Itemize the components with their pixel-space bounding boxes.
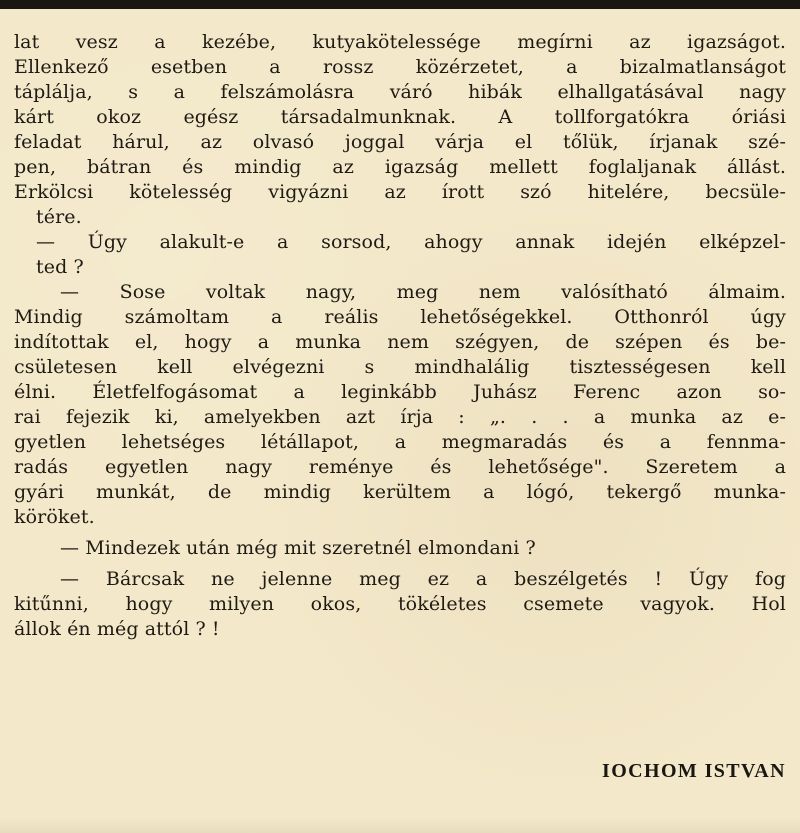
answer-line: kitűnni, hogy milyen okos, tökéletes csemete vagyok. Hol [14, 593, 786, 615]
article-line: pen, bátran és mindig az igazság mellett foglaljanak állást. [14, 156, 786, 178]
article-line: táplálja, s a felszámolásra váró hibák elhallgatásával nagy [14, 81, 786, 103]
article-line: feladat hárul, az olvasó joggal várja el tőlük, írjanak szé- [14, 131, 786, 153]
top-black-rule [0, 0, 800, 9]
answer-line: rai fejezik ki, amelyekben azt írja : „. . . a munka az e- [14, 406, 786, 428]
article-line: lat vesz a kezébe, kutyakötelessége megírni az igazságot. [14, 31, 786, 53]
answer-line: állok én még attól ? ! [14, 618, 220, 640]
article-line: kárt okoz egész társadalmunknak. A tollforgatókra óriási [14, 106, 786, 128]
answer-line: — Bárcsak ne jelenne meg ez a beszélgetés ! Úgy fog [60, 568, 786, 590]
answer-line: indítottak el, hogy a munka nem szégyen, de szépen és be- [14, 331, 786, 353]
question-line: — Mindezek után még mit szeretnél elmondani ? [60, 537, 536, 559]
article-line: Erkölcsi kötelesség vigyázni az írott szó hitelére, becsüle- [14, 181, 786, 203]
answer-line: gyári munkát, de mindig kerültem a lógó, tekergő munka- [14, 481, 786, 503]
answer-line: gyetlen lehetséges létállapot, a megmaradás és a fennma- [14, 431, 786, 453]
question-line: — Úgy alakult-e a sorsod, ahogy annak idején elképzel- [36, 231, 786, 253]
question-line: ted ? [36, 256, 84, 278]
answer-line: csületesen kell elvégezni s mindhalálig tisztességesen kell [14, 356, 786, 378]
answer-line: élni. Életfelfogásomat a leginkább Juhász Ferenc azon so- [14, 381, 786, 403]
answer-line: Mindig számoltam a reális lehetőségekkel. Otthonról úgy [14, 306, 786, 328]
answer-line: radás egyetlen nagy reménye és lehetősége". Szeretem a [14, 456, 786, 478]
interview-article [14, 30, 786, 642]
answer-line: — Sose voltak nagy, meg nem valósítható álmaim. [60, 281, 786, 303]
article-line: Ellenkező esetben a rossz közérzetet, a bizalmatlanságot [14, 56, 786, 78]
paper-shadow [0, 817, 800, 833]
author-signature: IOCHOM ISTVAN [602, 760, 786, 782]
answer-line: köröket. [14, 506, 95, 528]
article-line: tére. [36, 206, 82, 228]
